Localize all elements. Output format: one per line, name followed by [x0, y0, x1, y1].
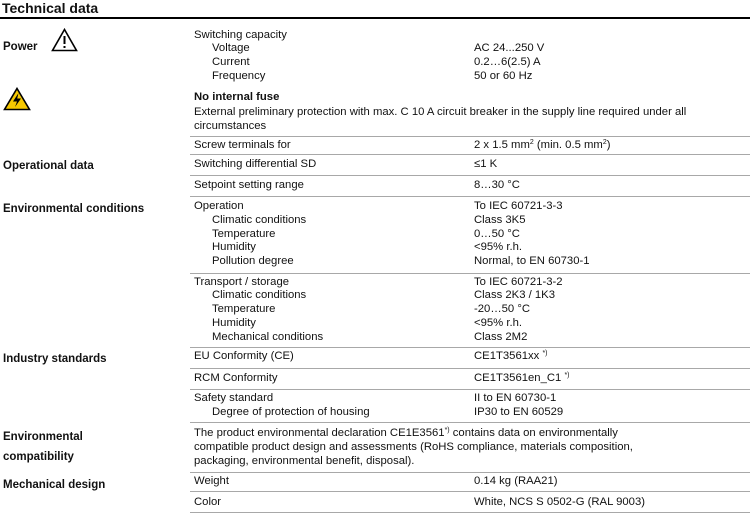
env-declaration-line3: packaging, environmental benefit, disposal). [194, 455, 415, 467]
row-divider [190, 154, 750, 155]
row-divider [190, 512, 750, 513]
transport-value: To IEC 60721-3-2 [474, 276, 563, 288]
page-title: Technical data [2, 0, 99, 16]
eu-conformity-label: EU Conformity (CE) [194, 350, 294, 362]
current-label: Current [212, 56, 250, 68]
screw-terminals-value: 2 x 1.5 $mm^2$ (min. 0.5 $mm^2$) [474, 139, 611, 151]
operation-value: To IEC 60721-3-3 [474, 200, 563, 212]
tr-climatic-value: Class 2K3 / 1K3 [474, 289, 556, 301]
op-climatic-label: Climatic conditions [212, 214, 307, 226]
row-divider [190, 491, 750, 492]
rcm-conformity-value: CE1T3561en_C1 *) [474, 372, 570, 384]
op-temperature-label: Temperature [212, 228, 276, 240]
frequency-value: 50 or 60 Hz [474, 70, 533, 82]
transport-label: Transport / storage [194, 276, 290, 288]
warning-triangle-icon [51, 28, 78, 52]
switching-differential-value: ≤1 K [474, 158, 498, 170]
row-divider [190, 136, 750, 137]
row-divider [190, 175, 750, 176]
row-divider [190, 347, 750, 348]
weight-label: Weight [194, 475, 229, 487]
switching-differential-label: Switching differential SD [194, 158, 317, 170]
rcm-conformity-label: RCM Conformity [194, 372, 278, 384]
electrical-hazard-icon [3, 87, 31, 111]
op-climatic-value: Class 3K5 [474, 214, 526, 226]
voltage-label: Voltage [212, 42, 250, 54]
row-divider [190, 472, 750, 473]
row-divider [190, 196, 750, 197]
screw-terminals-label: Screw terminals for [194, 139, 291, 151]
tr-temperature-label: Temperature [212, 303, 276, 315]
env-declaration-line2: compatible product design and assessments (RoHS compliance, materials composition, [194, 441, 633, 453]
weight-value: 0.14 kg (RAA21) [474, 475, 558, 487]
section-mechanical: Mechanical design [3, 479, 106, 491]
eu-conformity-value: CE1T3561xx *) [474, 350, 548, 362]
section-environmental-conditions: Environmental conditions [3, 203, 145, 215]
tr-humidity-value: <95% r.h. [474, 317, 523, 329]
setpoint-range-value: 8…30 °C [474, 179, 520, 191]
section-environmental-compatibility-1: Environmental [3, 431, 83, 443]
safety-standard-label: Safety standard [194, 392, 274, 404]
protection-degree-value: IP30 to EN 60529 [474, 406, 564, 418]
row-divider [190, 273, 750, 274]
current-value: 0.2…6(2.5) A [474, 56, 541, 68]
color-value: White, NCS S 0502-G (RAL 9003) [474, 496, 645, 508]
section-power: Power [3, 41, 38, 53]
fuse-note-line1: External preliminary protection with max. C 10 A circuit breaker in the supply line required under all [194, 106, 687, 118]
setpoint-range-label: Setpoint setting range [194, 179, 304, 191]
fuse-note-line2: circumstances [194, 120, 267, 132]
operation-label: Operation [194, 200, 244, 212]
color-label: Color [194, 496, 221, 508]
row-divider [190, 389, 750, 390]
section-environmental-compatibility-2: compatibility [3, 451, 74, 463]
section-industry-standards: Industry standards [3, 353, 107, 365]
safety-standard-value: II to EN 60730-1 [474, 392, 557, 404]
tr-climatic-label: Climatic conditions [212, 289, 307, 301]
switching-capacity-label: Switching capacity [194, 29, 287, 41]
section-operational: Operational data [3, 160, 94, 172]
row-divider [190, 368, 750, 369]
voltage-value: AC 24...250 V [474, 42, 545, 54]
op-humidity-value: <95% r.h. [474, 241, 523, 253]
op-pollution-label: Pollution degree [212, 255, 294, 267]
tr-mechanical-label: Mechanical conditions [212, 331, 324, 343]
protection-degree-label: Degree of protection of housing [212, 406, 370, 418]
op-humidity-label: Humidity [212, 241, 256, 253]
op-pollution-value: Normal, to EN 60730-1 [474, 255, 590, 267]
no-fuse-heading: No internal fuse [194, 91, 280, 103]
row-divider [190, 422, 750, 423]
env-declaration-line1: The product environmental declaration CE1E3561*) contains data on environmentally [194, 427, 618, 439]
op-temperature-value: 0…50 °C [474, 228, 520, 240]
tr-mechanical-value: Class 2M2 [474, 331, 528, 343]
title-divider [0, 17, 750, 19]
frequency-label: Frequency [212, 70, 266, 82]
tr-temperature-value: -20…50 °C [474, 303, 531, 315]
tr-humidity-label: Humidity [212, 317, 256, 329]
